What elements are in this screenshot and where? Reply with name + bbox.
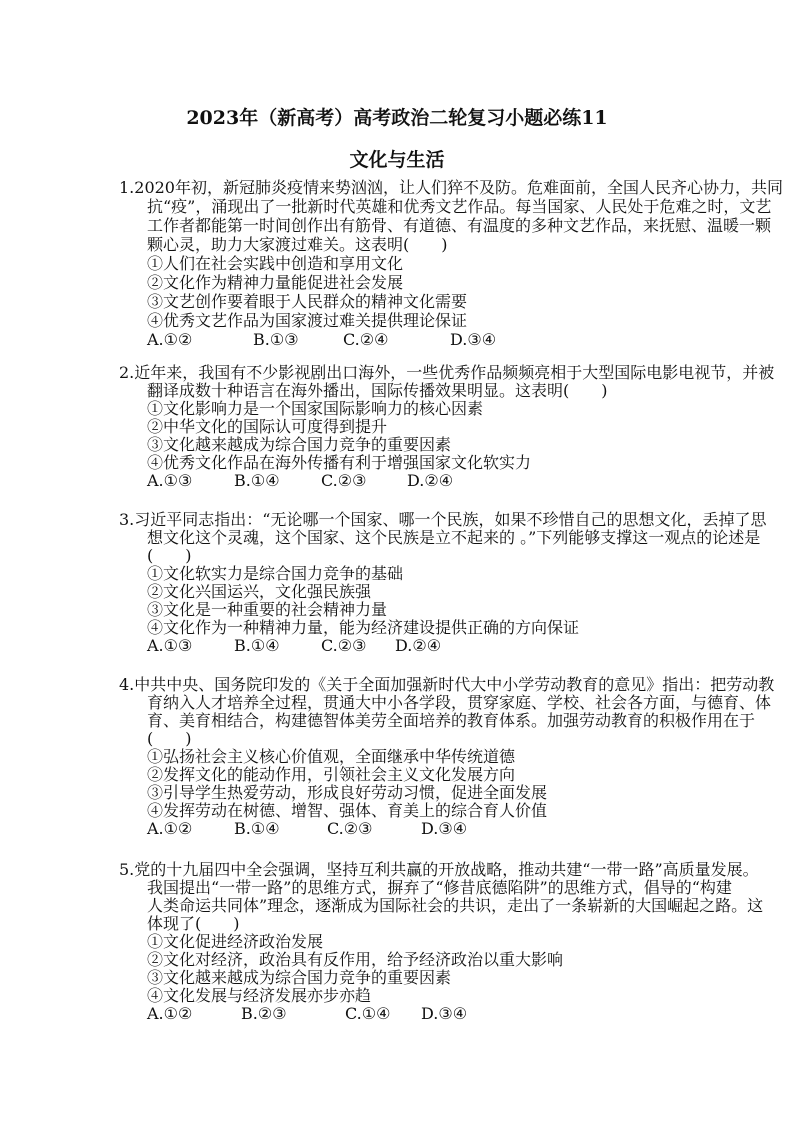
document-title: 2023年（新高考）高考政治二轮复习小题必练11 [186,107,608,129]
question-stem-line: 1.2020年初，新冠肺炎疫情来势汹汹，让人们猝不及防。危难面前，全国人民齐心协力，共同 [119,178,783,197]
question-stem-line: 抗“疫”，涌现出了一批新时代英雄和优秀文艺作品。每当国家、人民处于危难之时，文艺 [147,197,772,216]
question-stem-line: 4.中共中央、国务院印发的《关于全面加强新时代大中小学劳动教育的意见》指出：把劳动教 [119,675,775,694]
answer-choice: C.②③ [327,819,373,838]
question-stem-line: 颗心灵，助力大家渡过难关。这表明( ) [147,235,448,254]
answer-choice: B.①④ [234,819,280,838]
answer-choice: A.①② [147,819,193,838]
question-2 [119,363,775,490]
question-option: ④优秀文艺作品为国家渡过难关提供理论保证 [147,311,468,330]
answer-choices [119,330,704,348]
answer-choices [119,1005,704,1023]
answer-choice: D.③④ [450,330,497,349]
question-option: ①文化促进经济政治发展 [147,932,324,951]
question-stem-line: 体现了( ) [147,914,240,933]
question-1 [119,178,783,349]
answer-choice: B.①④ [234,471,280,490]
question-option: ③文化越来越成为综合国力竞争的重要因素 [147,435,452,454]
answer-choice: A.①③ [147,636,193,655]
question-4 [119,675,775,838]
question-stem-line: 翻译成数十种语言在海外播出，国际传播效果明显。这表明( ) [147,381,608,400]
answer-choice: D.③④ [421,1004,468,1023]
answer-choice: C.②④ [343,330,389,349]
question-option: ②中华文化的国际认可度得到提升 [147,417,388,436]
question-stem-line: 人类命运共同体”理念，逐渐成为国际社会的共识，走出了一条崭新的大国崛起之路。这 [147,896,764,915]
answer-choice: C.①④ [345,1004,391,1023]
question-option: ②发挥文化的能动作用，引领社会主义文化发展方向 [147,765,516,784]
document-subtitle: 文化与生活 [349,149,445,171]
answer-choice: D.②④ [407,471,454,490]
question-stem-line: 工作者都能第一时间创作出有筋骨、有道德、有温度的多种文艺作品，来抚慰、温暖一颗 [147,216,772,235]
question-option: ④文化作为一种精神力量，能为经济建设提供正确的方向保证 [147,618,580,637]
question-option: ④优秀文化作品在海外传播有利于增强国家文化软实力 [147,453,532,472]
question-option: ③文艺创作要着眼于人民群众的精神文化需要 [147,292,468,311]
answer-choice: B.②③ [241,1004,287,1023]
answer-choices [119,820,704,838]
question-stem-line: ( ) [147,546,192,565]
question-stem-line: 3.习近平同志指出：“无论哪一个国家、哪一个民族，如果不珍惜自己的思想文化，丢掉了思 [119,510,767,529]
answer-choice: C.②③ [321,636,367,655]
question-option: ③文化是一种重要的社会精神力量 [147,600,388,619]
question-stem-line: 2.近年来，我国有不少影视剧出口海外，一些优秀作品频频亮相于大型国际电影电视节，并被 [119,363,775,382]
question-option: ①文化影响力是一个国家国际影响力的核心因素 [147,399,484,418]
question-option: ①人们在社会实践中创造和享用文化 [147,254,404,273]
question-option: ④发挥劳动在树德、增智、强体、育美上的综合育人价值 [147,801,548,820]
question-option: ③文化越来越成为综合国力竞争的重要因素 [147,968,452,987]
question-stem-line: ( ) [147,729,192,748]
question-option: ①弘扬社会主义核心价值观，全面继承中华传统道德 [147,747,516,766]
answer-choice: A.①③ [147,471,193,490]
question-stem-line: 育、美育相结合，构建德智体美劳全面培养的教育体系。加强劳动教育的积极作用在于 [147,711,756,730]
answer-choice: A.①② [147,330,193,349]
question-option: ③引导学生热爱劳动，形成良好劳动习惯，促进全面发展 [147,783,548,802]
question-option: ①文化软实力是综合国力竞争的基础 [147,564,404,583]
question-option: ②文化兴国运兴，文化强民族强 [147,582,372,601]
question-stem-line: 育纳入人才培养全过程，贯通大中小各学段，贯穿家庭、学校、社会各方面，与德育、体 [147,693,772,712]
answer-choice: B.①④ [234,636,280,655]
question-stem-line: 想文化这个灵魂，这个国家、这个民族是立不起来的 。”下列能够支撑这一观点的论述是 [147,528,761,547]
answer-choice: C.②③ [321,471,367,490]
answer-choice: D.②④ [395,636,442,655]
question-3 [119,510,767,655]
answer-choice: A.①② [147,1004,193,1023]
answer-choice: D.③④ [421,819,468,838]
answer-choices [119,472,704,490]
question-option: ④文化发展与经济发展亦步亦趋 [147,986,372,1005]
question-option: ②文化对经济，政治具有反作用，给予经济政治以重大影响 [147,950,564,969]
question-stem-line: 我国提出“一带一路”的思维方式，摒弃了“修昔底德陷阱”的思维方式，倡导的“构建 [147,878,732,897]
question-5 [119,860,764,1023]
question-stem-line: 5.党的十九届四中全会强调，坚持互利共赢的开放战略，推动共建“一带一路”高质量发展。 [119,860,759,879]
answer-choice: B.①③ [253,330,299,349]
question-option: ②文化作为精神力量能促进社会发展 [147,273,404,292]
answer-choices [119,637,704,655]
